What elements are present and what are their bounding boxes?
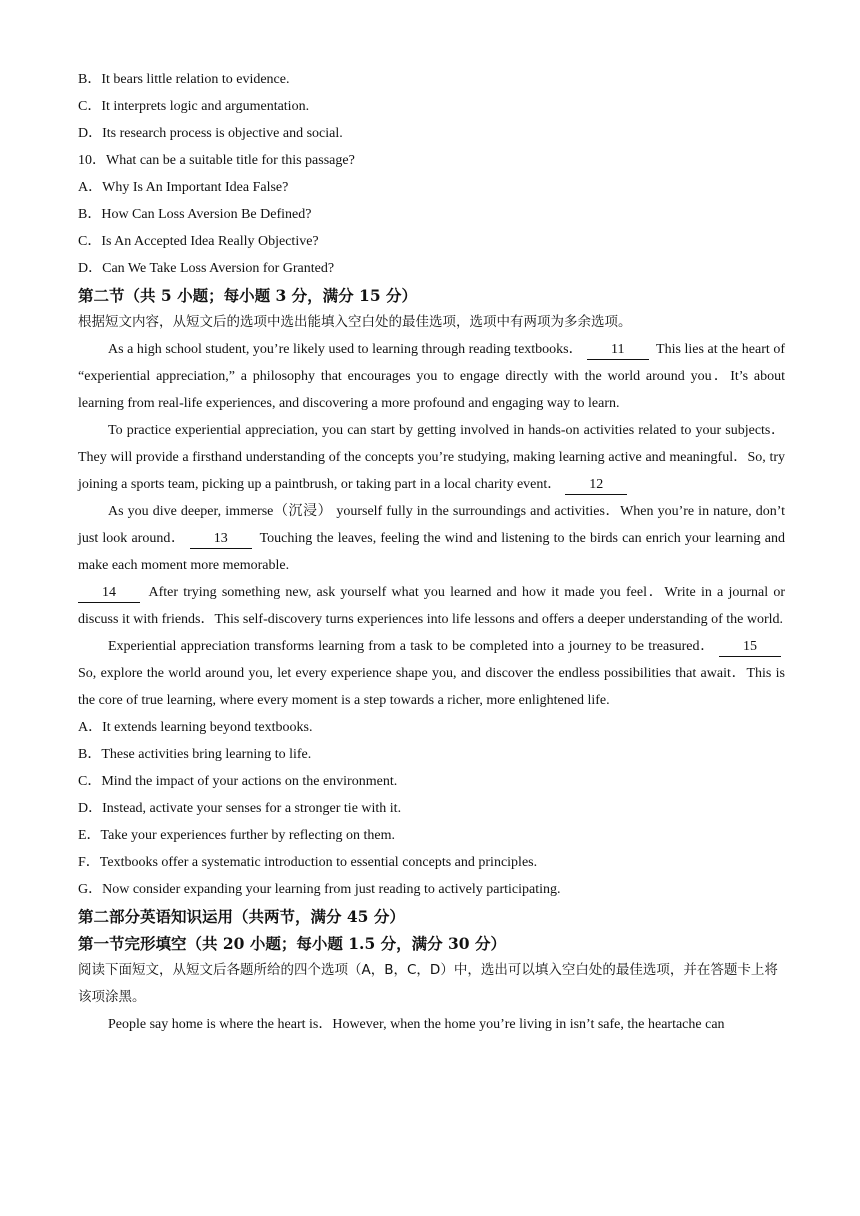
p5-text-a: Experiential appreciation transforms learning from a task to be completed into a journey to be treasured． <box>108 639 715 654</box>
passage-paragraph-5 <box>78 633 785 714</box>
p3-text-b: Touching the leaves, feeling the wind and listening to the birds can enrich your learning and make each moment more memorable. <box>78 531 785 573</box>
passage-paragraph-1 <box>78 336 785 417</box>
q10-option-a: A．Why Is An Important Idea False? <box>78 180 289 195</box>
q10-option-b: B．How Can Loss Aversion Be Defined? <box>78 207 312 222</box>
s2-option-f: F．Textbooks offer a systematic introduction to essential concepts and principles. <box>78 855 538 870</box>
blank-15: 15 <box>719 638 781 657</box>
option-b-prev: B．It bears little relation to evidence. <box>78 72 290 87</box>
exam-page <box>78 66 785 1038</box>
s2-option-a: A．It extends learning beyond textbooks. <box>78 720 313 735</box>
question-10: 10．What can be a suitable title for this passage? <box>78 153 355 168</box>
section2-heading: 第二节（共 5 小题；每小题 3 分，满分 15 分） <box>78 286 418 305</box>
option-c-prev: C．It interprets logic and argumentation. <box>78 99 310 114</box>
option-d-prev: D．Its research process is objective and social. <box>78 126 343 141</box>
p1-text-a: As a high school student, you’re likely used to learning through reading textbooks． <box>108 342 583 357</box>
s2-option-c: C．Mind the impact of your actions on the environment. <box>78 774 398 789</box>
part2-sub-heading: 第一节完形填空（共 20 小题；每小题 1.5 分，满分 30 分） <box>78 934 506 953</box>
passage-paragraph-4 <box>78 579 785 633</box>
p3-text-a: As you dive deeper, immerse（沉浸） yourself fully in the surroundings and activities．When you’re in nature, don’t just look around． <box>78 504 785 546</box>
passage-paragraph-3 <box>78 498 785 579</box>
s2-option-e: E．Take your experiences further by reflecting on them. <box>78 828 396 843</box>
q10-option-d: D．Can We Take Loss Aversion for Granted? <box>78 261 335 276</box>
blank-12: 12 <box>565 476 627 495</box>
part2-heading: 第二部分英语知识运用（共两节，满分 45 分） <box>78 907 405 926</box>
p2-text-a: To practice experiential appreciation, you can start by getting involved in hands-on activities related to your subjects．They will provide a firsthand understanding of the concepts you’re studying, making learning active and meaningful．So, try joining a sports team, picking up a paintbrush, or taking part in a local charity event． <box>78 423 785 492</box>
s2-option-g: G．Now consider expanding your learning from just reading to actively participating. <box>78 882 561 897</box>
cloze-passage-start: People say home is where the heart is．However, when the home you’re living in isn’t safe, the heartache can <box>108 1017 725 1032</box>
q10-option-c: C．Is An Accepted Idea Really Objective? <box>78 234 319 249</box>
section2-instruction: 根据短文内容，从短文后的选项中选出能填入空白处的最佳选项，选项中有两项为多余选项。 <box>78 314 632 330</box>
s2-option-b: B．These activities bring learning to life. <box>78 747 312 762</box>
blank-14: 14 <box>78 584 140 603</box>
blank-11: 11 <box>587 341 649 360</box>
part2-instruction: 阅读下面短文，从短文后各题所给的四个选项（A，B，C，D）中，选出可以填入空白处的最佳选项，并在答题卡上将该项涂黑。 <box>78 962 778 1005</box>
s2-option-d: D．Instead, activate your senses for a stronger tie with it. <box>78 801 402 816</box>
p5-text-b: So, explore the world around you, let every experience shape you, and discover the endless possibilities that await．This is the core of true learning, where every moment is a step towards a richer, more enlightened life. <box>78 666 785 708</box>
passage-paragraph-2 <box>78 417 785 498</box>
p1-text-b: This lies at the heart of “experiential appreciation,” a philosophy that encourages you to engage directly with the world around you．It’s about learning from real-life experiences, and discovering a more profound and engaging way to learn. <box>78 342 785 411</box>
blank-13: 13 <box>190 530 252 549</box>
p4-text-b: After trying something new, ask yourself what you learned and how it made you feel．Write in a journal or discuss it with friends．This self-discovery turns experiences into life lessons and offers a deeper understanding of the world. <box>78 585 785 627</box>
